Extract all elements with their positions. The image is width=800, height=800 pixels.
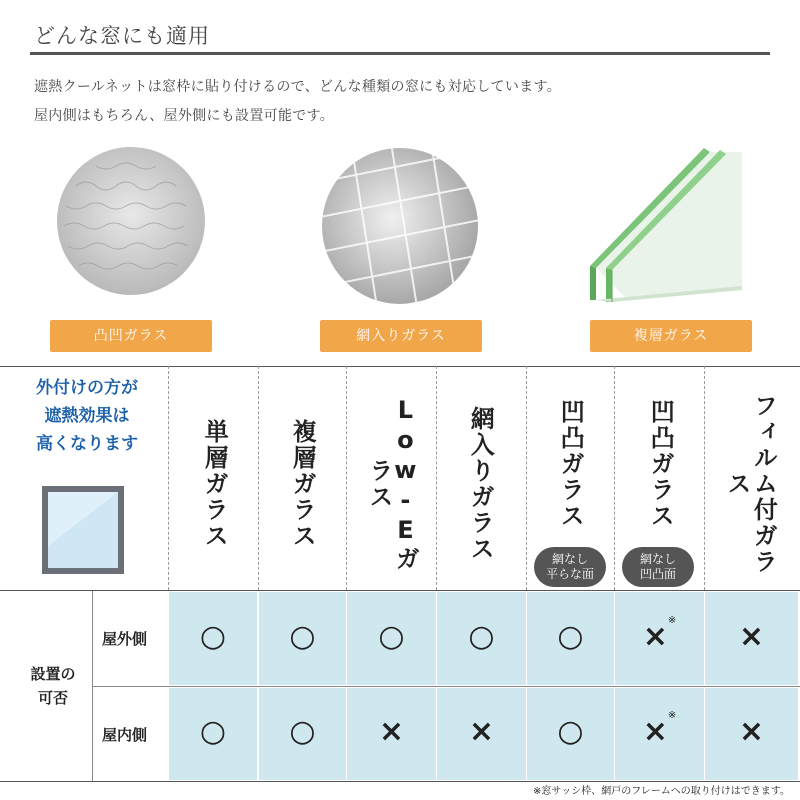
table-cell xyxy=(615,688,704,780)
cell-mark: × xyxy=(378,714,405,749)
table-cell xyxy=(347,688,436,780)
row-label-indoor: 屋内側 xyxy=(102,726,148,744)
installation-group-label: 設置の 可否 xyxy=(30,665,76,707)
table-header-divider xyxy=(0,590,800,591)
cell-mark: × xyxy=(738,714,765,749)
cell-mark: ○ xyxy=(468,618,495,654)
col-head-single: 単層ガラス xyxy=(200,419,229,549)
double-glazed-icon xyxy=(582,140,752,320)
col-head-pattern-flat: 凹凸ガラス xyxy=(556,399,585,529)
intro-line-2: 屋内側はもちろん、屋外側にも設置可能です。 xyxy=(34,108,335,124)
table-cell xyxy=(615,592,704,685)
cell-mark: × xyxy=(738,618,765,654)
cell-mark: ×※ xyxy=(642,710,677,749)
cell-mark: ○ xyxy=(199,714,227,749)
col-head-film: フィルム付ガラス xyxy=(723,393,778,575)
row-divider xyxy=(92,686,800,687)
cell-mark: ○ xyxy=(557,714,584,749)
table-cell xyxy=(705,688,798,780)
textured-glass-icon xyxy=(56,146,206,296)
cell-mark: × xyxy=(468,714,495,749)
table-cell xyxy=(527,688,614,780)
table-cell xyxy=(169,592,257,685)
note-line-2: 遮熱効果は xyxy=(44,406,130,426)
col-head-wired: 網入りガラス xyxy=(466,406,495,562)
table-cell xyxy=(705,592,798,685)
cell-mark: ○ xyxy=(289,714,316,749)
intro-line-1: 遮熱クールネットは窓枠に貼り付けるので、どんな種類の窓にも対応しています。 xyxy=(34,79,561,95)
col-head-lowe: Low-Eガラス xyxy=(365,396,420,572)
table-cell xyxy=(347,592,436,685)
wired-glass-icon xyxy=(320,146,480,306)
badge-bumpy-side: 網なし 凹凸面 xyxy=(622,547,694,587)
cell-mark: ○ xyxy=(289,618,316,654)
table-cell xyxy=(527,592,614,685)
cell-mark: ×※ xyxy=(642,614,677,654)
window-frame-icon xyxy=(42,486,124,578)
table-cell xyxy=(259,688,346,780)
note-line-3: 高くなります xyxy=(36,434,138,454)
table-cell xyxy=(437,688,526,780)
glass-label-wired: 網入りガラス xyxy=(320,320,482,352)
footnote: ※窓サッシ枠、網戸のフレームへの取り付けはできます。 xyxy=(533,786,790,797)
col-head-double: 複層ガラス xyxy=(288,419,317,549)
title-divider xyxy=(30,52,770,55)
page-title: どんな窓にも適用 xyxy=(34,24,210,48)
cell-mark: ○ xyxy=(378,618,405,654)
col-head-pattern-bumpy: 凹凸ガラス xyxy=(646,399,675,529)
table-cell xyxy=(169,688,257,780)
badge-flat-side: 網なし 平らな面 xyxy=(534,547,606,587)
note-line-1: 外付けの方が xyxy=(36,378,138,398)
glass-label-double: 複層ガラス xyxy=(590,320,752,352)
outer-installation-note xyxy=(12,374,162,458)
cell-mark: ○ xyxy=(557,618,584,654)
row-label-outdoor: 屋外側 xyxy=(102,630,148,648)
cell-mark: ○ xyxy=(199,618,227,654)
table-cell xyxy=(259,592,346,685)
glass-label-textured: 凸凹ガラス xyxy=(50,320,212,352)
table-cell xyxy=(437,592,526,685)
